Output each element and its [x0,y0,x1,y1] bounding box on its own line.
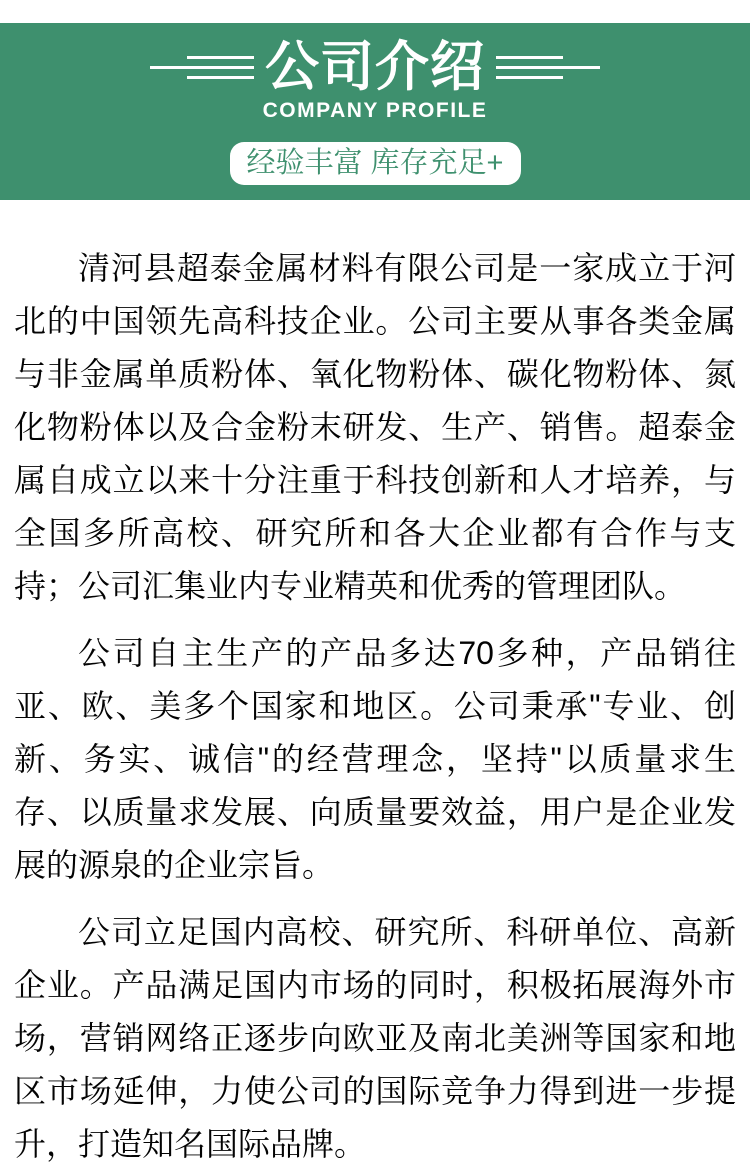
company-intro-content [0,200,750,1171]
company-intro-paragraph-1: 清河县超泰金属材料有限公司是一家成立于河北的中国领先高科技企业。公司主要从事各类金属与非金属单质粉体、氧化物粉体、碳化物粉体、氮化物粉体以及合金粉末研发、生产、销售。超泰金属自成立以来十分注重于科技创新和人才培养，与全国多所高校、研究所和各大企业都有合作与支持；公司汇集业内专业精英和优秀的管理团队。 [14,250,736,604]
page-title: 公司介绍 [265,37,485,97]
badge-row [0,142,750,185]
company-intro-paragraph-2: 公司自主生产的产品多达70多种，产品销往亚、欧、美多个国家和地区。公司秉承"专业、创新、务实、诚信"的经营理念，坚持"以质量求生存、以质量求发展、向质量要效益，用户是企业发展的源泉的企业宗旨。 [14,635,736,883]
company-intro-paragraph-3: 公司立足国内高校、研究所、科研单位、高新企业。产品满足国内市场的同时，积极拓展海外市场，营销网络正逐步向欧亚及南北美洲等国家和地区市场延伸，力使公司的国际竞争力得到进一步提升，打造知名国际品牌。 [14,914,736,1162]
page-subtitle: COMPANY PROFILE [262,99,488,122]
triple-line-decoration-left-icon [150,55,254,80]
banner-title-row [0,23,750,97]
triple-line-decoration-right-icon [496,55,600,80]
company-profile-banner [0,23,750,200]
experience-stock-badge: 经验丰富 库存充足+ [230,142,521,185]
top-white-gap [0,0,750,23]
